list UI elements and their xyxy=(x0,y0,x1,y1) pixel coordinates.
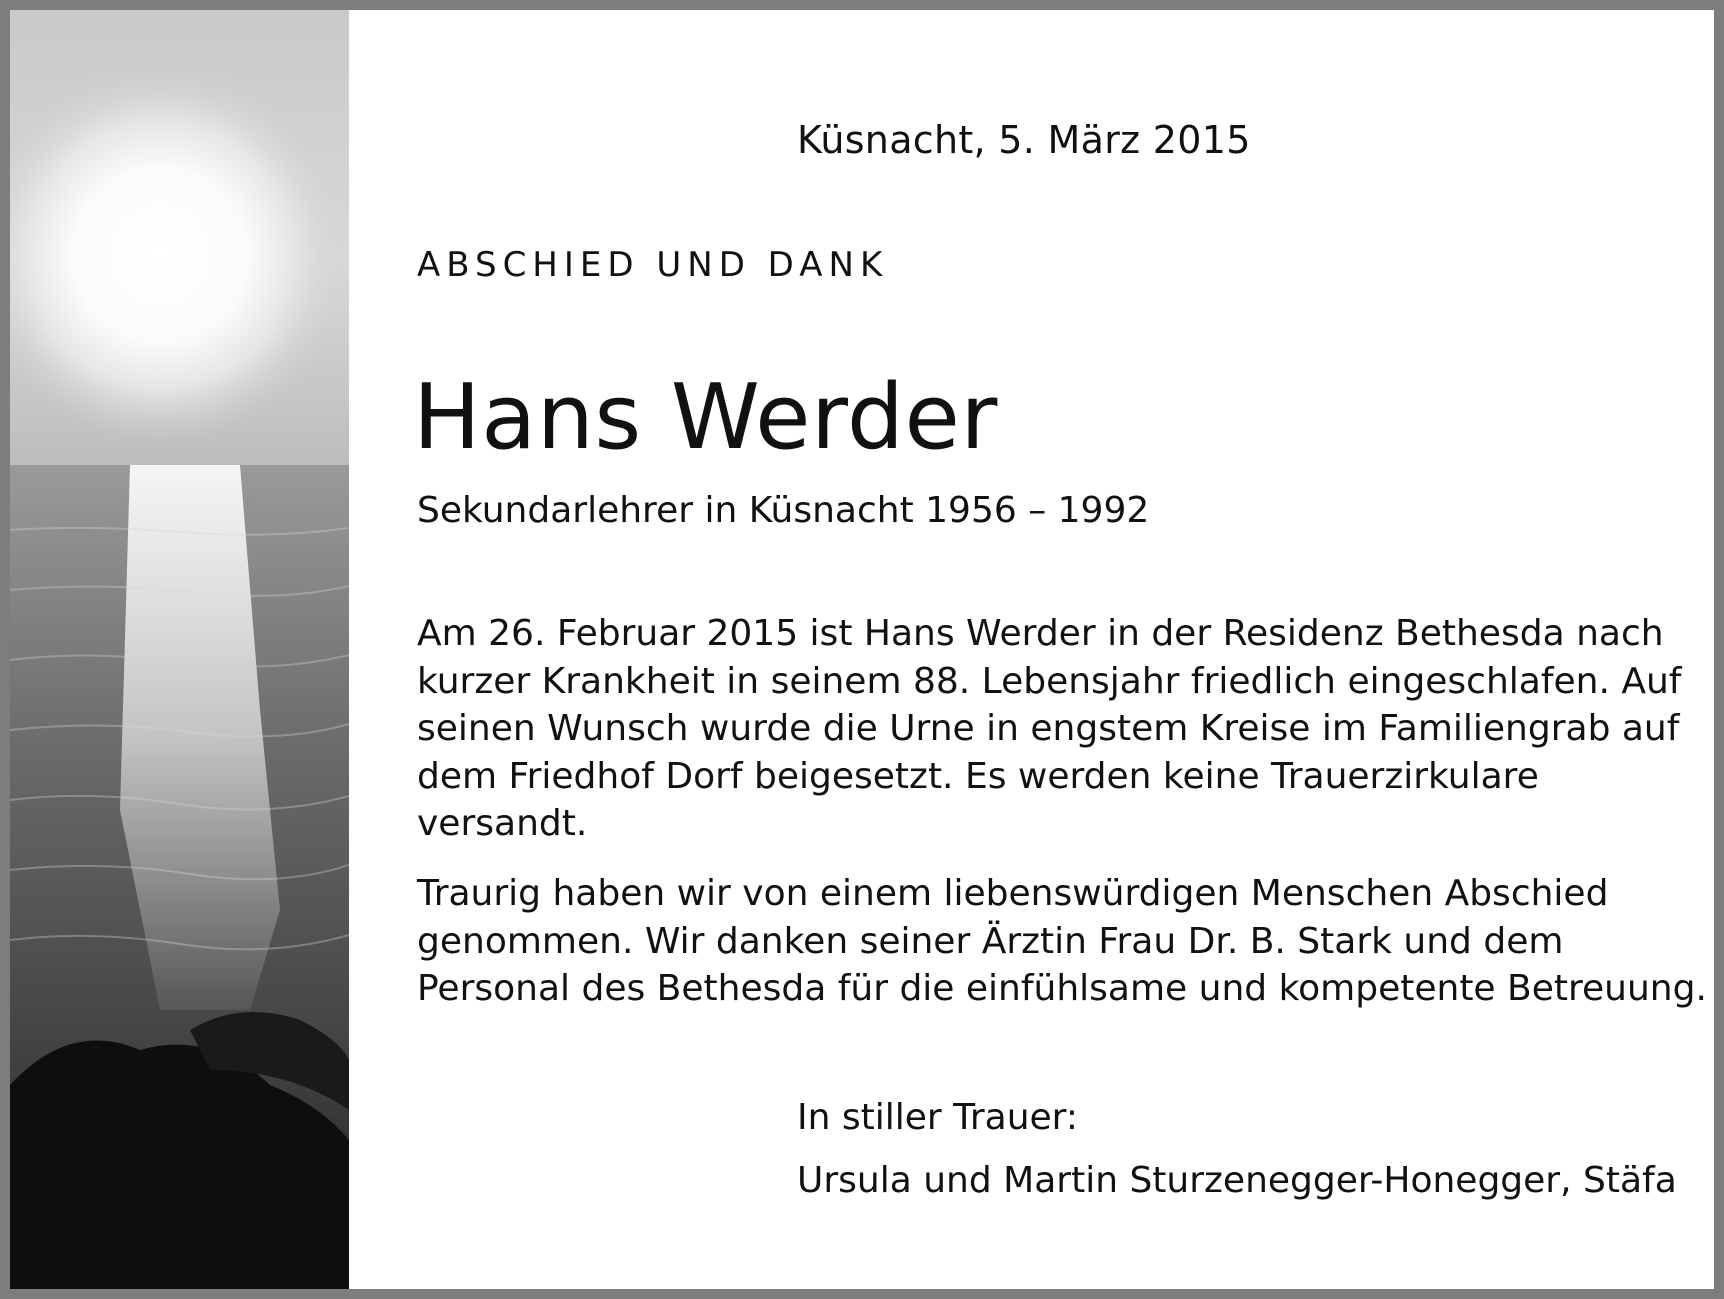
closing-line: In stiller Trauer: xyxy=(797,1097,1078,1138)
signatories: Ursula und Martin Sturzenegger-Honegger, Stäfa xyxy=(797,1160,1677,1201)
deceased-name: Hans Werder xyxy=(413,365,998,470)
sunset-sea-photo xyxy=(10,10,349,1289)
notice-paragraph: Am 26. Februar 2015 ist Hans Werder in der Residenz Bethesda nach kurzer Krankheit in seinem 88. Lebensjahr friedlich eingeschlafen. Auf seinen Wunsch wurde die Urne in engstem Kreise im Familiengrab auf dem Friedhof Dorf beigesetzt. Es werden keine Trauerzirkulare versandt. xyxy=(417,613,1682,844)
date-line: Küsnacht, 5. März 2015 xyxy=(797,118,1251,162)
notice-text-column xyxy=(349,10,1714,1289)
deceased-subtitle: Sekundarlehrer in Küsnacht 1956 – 1992 xyxy=(417,490,1150,531)
notice-heading: ABSCHIED UND DANK xyxy=(417,245,889,285)
thanks-paragraph: Traurig haben wir von einem liebenswürdigen Menschen Abschied genommen. Wir danken seiner Ärztin Frau Dr. B. Stark und dem Personal des Bethesda für die einfühlsame und kompetente Betreuung. xyxy=(417,873,1707,1009)
obituary-notice xyxy=(10,10,1714,1289)
